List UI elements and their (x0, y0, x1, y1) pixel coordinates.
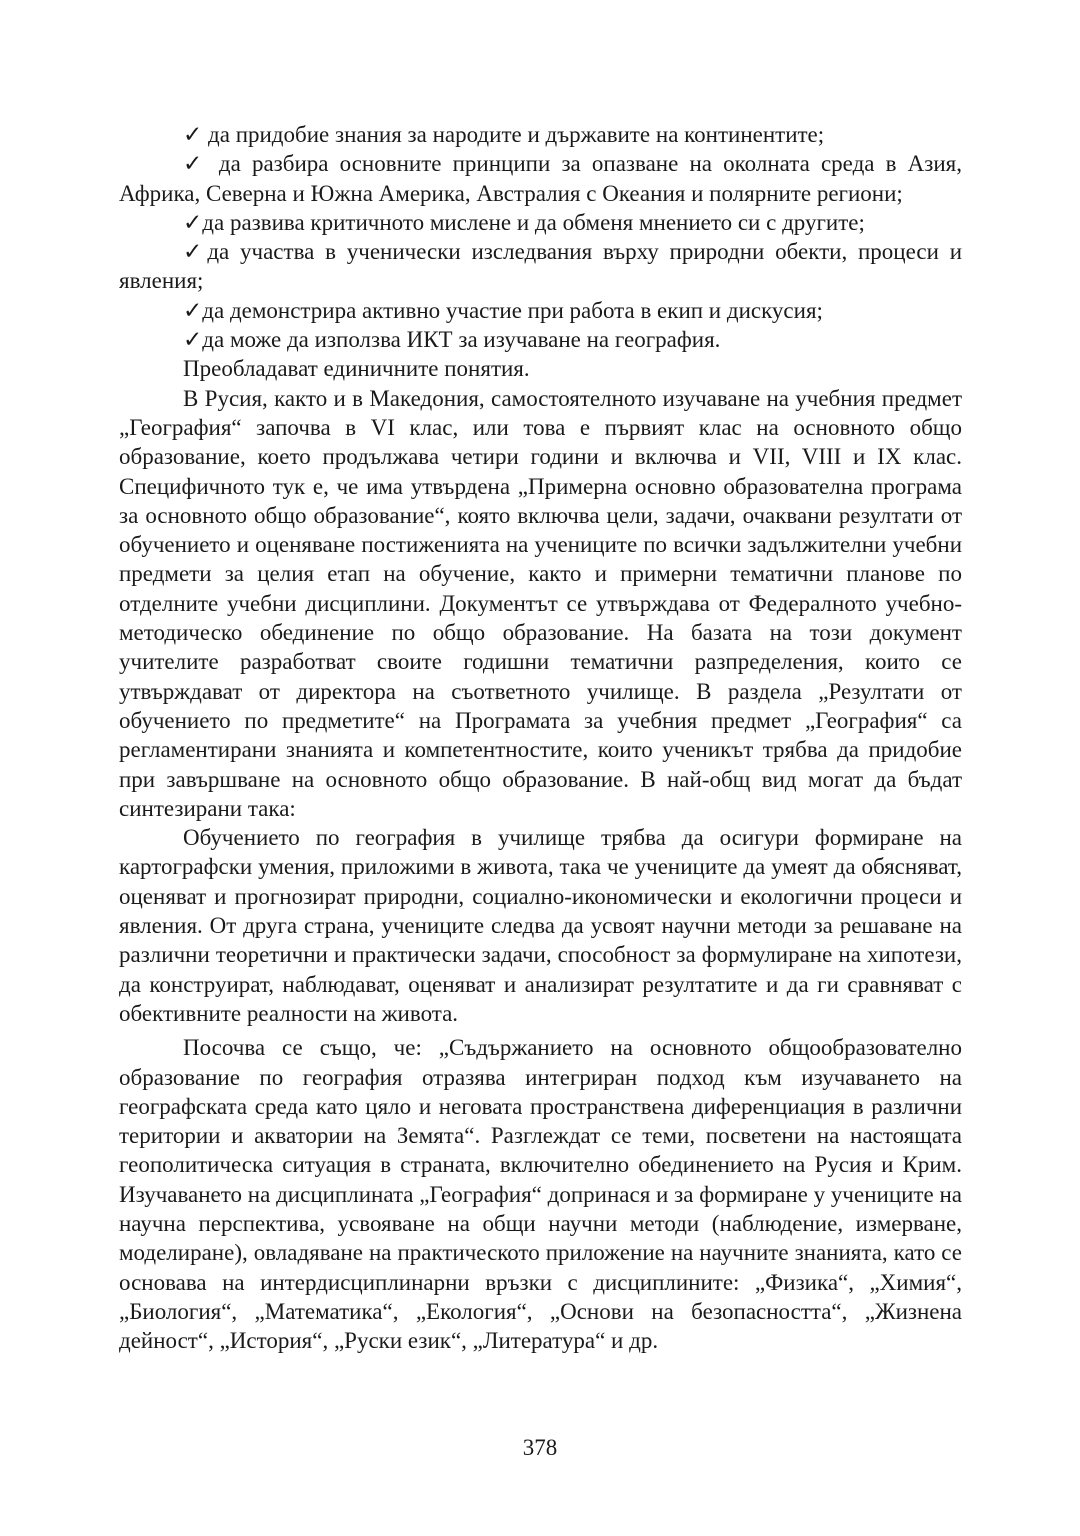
bullet-item (119, 120, 962, 149)
page-number: 378 (522, 1435, 558, 1460)
bullet-text: да участва в ученически изследвания върху природни обекти, процеси и явления; (119, 239, 963, 294)
bullet-text: да придобие знания за народите и държавите на континентите; (202, 122, 825, 147)
body-paragraph: Обучението по география в училище трябва да осигури формиране на картографски умения, приложими в живота, така че учениците да умеят да обясняват, оценяват и прогнозират природни, социално-икономически и екологични процеси и явления. От друга страна, учениците следва да усвоят научни методи за решаване на различни теоретични и практически задачи, способност за формулиране на хипотези, да конструират, наблюдават, оценяват и анализират резултатите и да ги сравняват с обективните реалности на живота. (119, 825, 962, 1026)
checkmark-icon: ✓ (183, 151, 208, 177)
body-paragraph: Посочва се също, че: „Съдържанието на основното общообразователно образование по география отразява интегриран подход към изучаването на географската среда като цяло и неговата пространствена диференциация в различни територии и акватории на Земята“. Разглеждат се теми, посветени на настоящата геополитическа ситуация в страната, включително обединението на Русия и Крим. Изучаването на дисциплината „География“ допринася и за формиране у учениците на научна перспектива, усвояване на общи научни методи (наблюдение, измерване, моделиране), овладяване на практическото приложение на научните знанията, като се основава на интердисциплинарни връзки с дисциплините: „Физика“, „Химия“, „Биология“, „Математика“, „Екология“, „Основи на безопасността“, „Жизнена дейност“, „История“, „Руски език“, „Литература“ и др. (119, 1035, 962, 1354)
bullet-item (119, 149, 962, 208)
body-paragraph: Преобладават единичните понятия. (183, 356, 530, 382)
bullet-item (119, 237, 962, 296)
bullet-text: да развива критичното мислене и да обменя мнението си с другите; (202, 209, 865, 235)
bullet-text: да разбира основните принципи за опазване на околната среда в Азия, Африка, Северна и Южна Америка, Австралия с Океания и полярните региони; (119, 151, 963, 206)
bullet-text: да може да използва ИКТ за изучаване на география. (202, 327, 721, 353)
bullet-item (119, 325, 962, 354)
checkmark-icon: ✓ (183, 122, 203, 147)
bullet-item (119, 296, 962, 325)
checkmark-icon: ✓ (183, 297, 203, 323)
bullet-item (119, 208, 962, 237)
bullet-text: да демонстрира активно участие при работа в екип и дискусия; (202, 297, 823, 323)
document-page (119, 120, 962, 1355)
checkmark-icon: ✓ (183, 239, 208, 265)
checkmark-icon: ✓ (183, 327, 203, 353)
checkmark-icon: ✓ (183, 209, 203, 235)
body-paragraph: В Русия, както и в Македония, самостоятелното изучаване на учебния предмет „География“ започва в VI клас, или това е първият клас на основното общо образование, което продължава четири години и включва и VII, VIII и IX клас. Специфичното тук е, че има утвърдена „Примерна основно образователна програма за основното общо образование“, която включва цели, задачи, очаквани резултати от обучението и оценяване постиженията на учениците по всички задължителни учебни предмети за целия етап на обучение, както и примерни тематични планове по отделните учебни дисциплини. Документът се утвърждава от Федералното учебно-методическо обединение по общо образование. На базата на този документ учителите разработват своите годишни тематични разпределения, които се утвърждават от директора на съответното училище. В раздела „Резултати от обучението по предметите“ на Програмата за учебния предмет „География“ са регламентирани знанията и компетентностите, които ученикът трябва да придобие при завършване на основното общо образование. В най-общ вид могат да бъдат синтезирани така: (119, 385, 962, 821)
